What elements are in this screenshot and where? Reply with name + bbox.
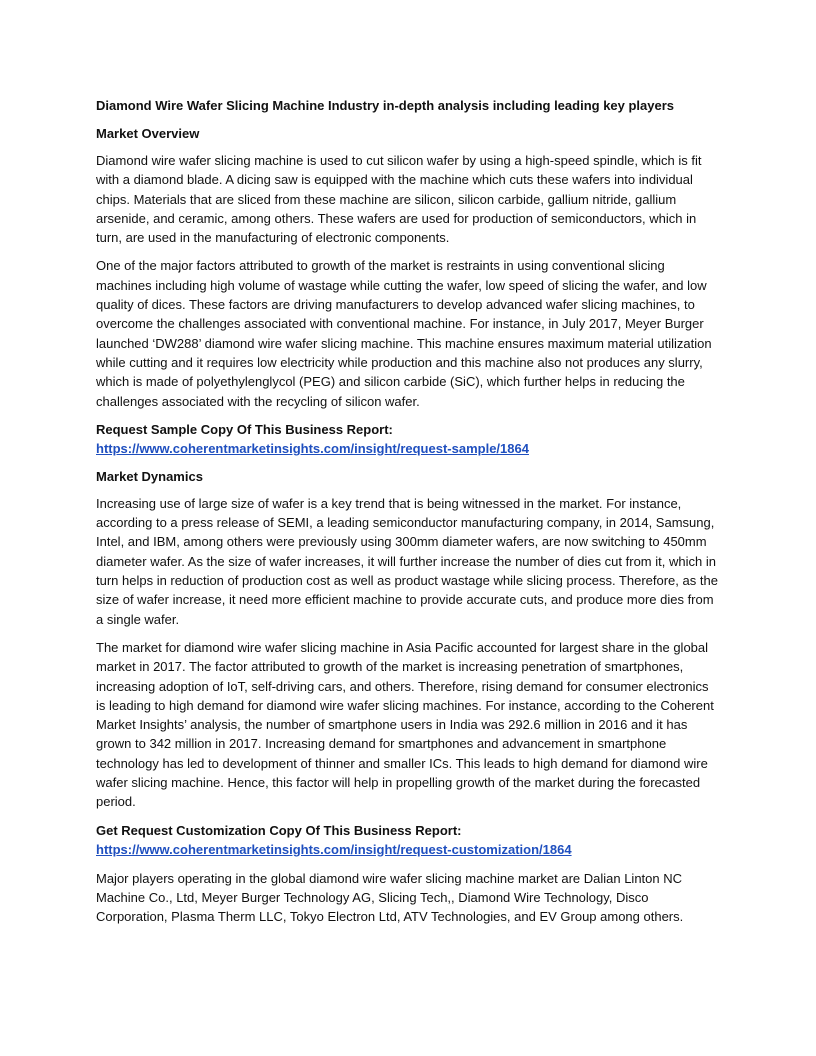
request-customization-block <box>96 821 720 859</box>
document-title: Diamond Wire Wafer Slicing Machine Industry in-depth analysis including leading key players <box>96 98 675 113</box>
paragraph-dynamics-2: The market for diamond wire wafer slicing machine in Asia Pacific accounted for largest share in the global market in 2017. The factor attributed to growth of the market is increasing penetration of smartphones, increasing adoption of IoT, self-driving cars, and others. Therefore, rising demand for consumer electronics is leading to high demand for diamond wire wafer slicing machines. For instance, according to the Coherent Market Insights’ analysis, the number of smartphone users in India was 292.6 million in 2016 and it has grown to 342 million in 2017. Increasing demand for smartphones and advancement in smartphone technology has led to development of thinner and smaller ICs. This leads to high demand for diamond wire wafer slicing machine. Hence, this factor will help in propelling growth of the market during the forecasted period. <box>96 639 714 810</box>
paragraph-major-players: Major players operating in the global diamond wire wafer slicing machine market are Dalian Linton NC Machine Co., Ltd, Meyer Burger Technology AG, Slicing Tech,, Diamond Wire Technology, Disco Corporation, Plasma Therm LLC, Tokyo Electron Ltd, ATV Technologies, and EV Group among others. <box>96 870 684 925</box>
paragraph-dynamics-1: Increasing use of large size of wafer is a key trend that is being witnessed in the market. For instance, according to a press release of SEMI, a leading semiconductor manufacturing company, in 2014, Samsung, Intel, and IBM, among others were previously using 300mm diameter wafers, are now switching to 450mm diameter wafer. As the size of wafer increases, it will further increase the number of dies cut from it, which in turn helps in reduction of production cost as well as product wastage while slicing process. Therefore, as the size of wafer increase, it need more efficient machine to provide accurate cuts, and produce more dies from a single wafer. <box>96 495 718 627</box>
paragraph-overview-2: One of the major factors attributed to growth of the market is restraints in using conventional slicing machines including high volume of wastage while cutting the wafer, low speed of slicing the wafer, and low quality of dices. These factors are driving manufacturers to develop advanced wafer slicing machines, to overcome the challenges associated with conventional machine. For instance, in July 2017, Meyer Burger launched ‘DW288’ diamond wire wafer slicing machine. This machine ensures maximum material utilization while cutting and it requires low electricity while production and this machine also not produces any slurry, which is made of polyethylenglycol (PEG) and silicon carbide (SiC), which further helps in reducing the challenges associated with the recycling of silicon wafer. <box>96 258 712 409</box>
request-customization-link[interactable]: https://www.coherentmarketinsights.com/insight/request-customization/1864 <box>96 841 572 857</box>
request-sample-label: Request Sample Copy Of This Business Report: <box>96 421 393 437</box>
heading-market-dynamics: Market Dynamics <box>96 468 203 484</box>
paragraph-overview-1: Diamond wire wafer slicing machine is used to cut silicon wafer by using a high-speed spindle, which is fit with a diamond blade. A dicing saw is equipped with the machine which cuts these wafers into individual chips. Materials that are sliced from these machine are silicon, silicon carbide, gallium nitride, gallium arsenide, and ceramic, among others. These wafers are used for production of semiconductors, which in turn, are used in the manufacturing of electronic components. <box>96 153 702 246</box>
request-customization-label: Get Request Customization Copy Of This Business Report: <box>96 822 462 838</box>
heading-market-overview: Market Overview <box>96 126 200 141</box>
request-sample-link[interactable]: https://www.coherentmarketinsights.com/insight/request-sample/1864 <box>96 440 529 456</box>
request-sample-block <box>96 420 720 458</box>
